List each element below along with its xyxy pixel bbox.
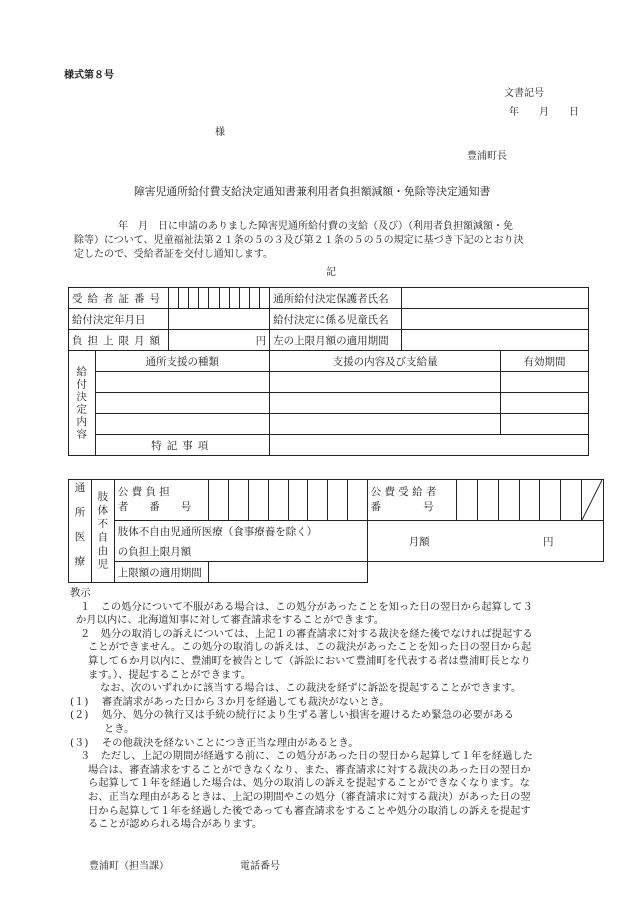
form-number: 様式第８号 — [64, 70, 114, 81]
document-number-label: 文書記号 — [504, 88, 544, 99]
intro-line-3: 定したので、受給者証を交付し通知します。 — [74, 249, 273, 260]
recipient-digit-cell[interactable] — [561, 480, 582, 521]
recipient-digit-cell[interactable] — [540, 480, 561, 521]
note-2-line-c: 算して６か月以内に、豊浦町を被告として（訴訟において豊浦町を代表する者は豊浦町長となり — [88, 654, 531, 667]
sub-item-1: (１) 審査請求があった日から３か月を経過しても裁決がないとき。 — [70, 695, 390, 708]
payer-digit-cell[interactable] — [328, 480, 348, 521]
issue-date: 年 月 日 — [509, 107, 579, 118]
sub-item-2-line-a: (２) 処分、処分の執行又は手続の続行により生ずる著しい損害を避けるため緊急の必要がある — [70, 709, 514, 722]
guardian-name-field[interactable] — [401, 288, 588, 309]
service-type-cell[interactable] — [95, 393, 270, 414]
payer-number-label — [114, 480, 209, 521]
id-digit-cell[interactable] — [249, 288, 259, 309]
recipient-digit-cell[interactable] — [519, 480, 540, 521]
limit-monthly-yen: 円 — [169, 330, 270, 351]
period-field[interactable] — [209, 562, 367, 583]
decision-date-label: 給付決定年月日 — [69, 309, 169, 330]
note-2-line-a: ２ 処分の取消しの訴えについては、上記１の審査請求に対する裁決を経た後でなければ提起する — [80, 627, 533, 640]
service-type-cell[interactable] — [95, 372, 270, 393]
recipient-label-line-2: 番 号 — [370, 501, 434, 513]
instructions — [70, 587, 590, 832]
id-digit-cell[interactable] — [179, 288, 189, 309]
recipient-number-label — [367, 480, 457, 521]
note-3-line-a: ３ ただし、上記の期間が経過する前に、この処分があった日の翌日から起算して１年を経過した — [80, 750, 533, 763]
blank-area — [367, 562, 603, 583]
child-name-field[interactable] — [401, 309, 588, 330]
diagonal-slash-cell — [581, 480, 603, 521]
note-3-line-f: ることが認められる場合があります。 — [88, 818, 263, 831]
note-1-line-a: １ この処分について不服がある場合は、この処分があったことを知った日の翌日から起算して３ — [80, 600, 533, 613]
note-1-line-b: か月以内に、北海道知事に対して審査請求をすることができます。 — [76, 614, 385, 627]
col-service-content: 支援の内容及び支給量 — [270, 351, 501, 372]
sender-name: 豊浦町長 — [467, 151, 507, 162]
ki-label: 記 — [326, 267, 336, 278]
id-digit-cell[interactable] — [189, 288, 199, 309]
recipient-digit-cell[interactable] — [457, 480, 478, 521]
note-2-line-b: ことができません。この処分の取消しの訴えは、この裁決があったことを知った日の翌日から起 — [88, 641, 532, 654]
decision-content-label: 給付決定内容 — [75, 365, 88, 441]
limit-period-label: 左の上限月額の適用期間 — [270, 330, 402, 351]
medical-table — [68, 479, 604, 583]
special-notes-label: 特記事項 — [95, 435, 270, 456]
payer-digit-cell[interactable] — [229, 480, 249, 521]
monthly-yen: 円 — [542, 535, 554, 548]
intro-line-2: 除等）について、児童福祉法第２１条の５の３及び第２１条の５の５の規定に基づき下記のとおり決 — [74, 235, 524, 246]
payer-label-line-1: 公 費 負 担 — [117, 486, 170, 498]
payer-digit-cell[interactable] — [308, 480, 328, 521]
note-3-line-d: お、正当な理由があるときは、上記の期間やこの処分（審査請求に対する裁決）があった日の翌 — [88, 790, 531, 803]
guardian-name-label: 通所給付決定保護者氏名 — [270, 288, 402, 309]
note-3-line-c: ら起算して１年を経過した場合は、処分の取消しの訴えを提起することができなくなります。な — [88, 777, 530, 790]
department-label: 豊浦町（担当課） — [89, 861, 169, 872]
id-digit-cell[interactable] — [239, 288, 249, 309]
valid-period-cell[interactable] — [501, 372, 589, 393]
recipient-digit-cell[interactable] — [498, 480, 519, 521]
col-valid-period: 有効期間 — [501, 351, 589, 372]
decision-date-field[interactable] — [169, 309, 270, 330]
payer-digit-cell[interactable] — [209, 480, 229, 521]
id-digit-cell[interactable] — [199, 288, 209, 309]
id-digit-cell[interactable] — [209, 288, 219, 309]
sub-item-3: (３) その他裁決を経ないことにつき正当な理由があるとき。 — [70, 736, 359, 749]
intro-line-1: 年 月 日に申請のありました障害児通所給付費の支給（及び）（利用者負担額減額・免 — [118, 221, 513, 232]
recipient-suffix: 様 — [215, 127, 225, 138]
id-digit-cell[interactable] — [219, 288, 229, 309]
sub-item-2-line-b: とき。 — [104, 722, 135, 735]
left-label-a: 通所医療 — [73, 482, 86, 580]
id-digit-cell[interactable] — [169, 288, 179, 309]
valid-period-cell[interactable] — [501, 414, 589, 435]
period-label: 上限額の適用期間 — [114, 562, 209, 583]
note-2-line-d: ます。）、提起することができます。 — [88, 668, 252, 681]
col-service-type: 通所支援の種類 — [95, 351, 270, 372]
recipient-label-line-1: 公 費 受 給 者 — [370, 486, 437, 498]
payer-digit-cell[interactable] — [268, 480, 288, 521]
notes-heading: 教示 — [70, 587, 91, 599]
recipient-digit-cell[interactable] — [477, 480, 498, 521]
limit-period-field[interactable] — [401, 330, 588, 351]
payer-digit-cell[interactable] — [288, 480, 308, 521]
service-type-cell[interactable] — [95, 414, 270, 435]
limit-monthly-label: 負担上限月額 — [69, 330, 169, 351]
document-title: 障害児通所給付費支給決定通知書兼利用者負担額減額・免除等決定通知書 — [134, 185, 491, 198]
decision-table — [68, 287, 589, 456]
phone-label: 電話番号 — [240, 861, 280, 872]
payer-digit-cell[interactable] — [347, 480, 367, 521]
slash-mark — [582, 480, 602, 520]
payer-digit-cell[interactable] — [249, 480, 269, 521]
special-notes-field[interactable] — [270, 435, 589, 456]
child-name-label: 給付決定に係る児童氏名 — [270, 309, 402, 330]
payer-label-line-2: 者 番 号 — [117, 501, 192, 513]
id-digit-cell[interactable] — [259, 288, 269, 309]
note-3-line-e: 日から起算して１年を経過した後であっても審査請求をすることや処分の取消しの訴えを提起す — [88, 804, 531, 817]
service-content-cell[interactable] — [270, 372, 501, 393]
medical-desc-line-1: 肢体不自由児通所医療（食事療養を除く） — [114, 521, 367, 542]
medical-desc-line-2: の負担上限月額 — [114, 541, 367, 562]
service-content-cell[interactable] — [270, 393, 501, 414]
note-2-line-e: なお、次のいずれかに該当する場合は、この裁決を経ずに訴訟を提起することができます。 — [100, 682, 522, 695]
note-3-line-b: 場合は、審査請求をすることができなくなり、また、審査請求に対する裁決のあった日の翌日か — [88, 763, 531, 776]
valid-period-cell[interactable] — [501, 393, 589, 414]
recipient-id-label: 受給者証番号 — [69, 288, 169, 309]
service-content-cell[interactable] — [270, 414, 501, 435]
monthly-label: 月額 — [408, 535, 430, 548]
left-label-b: 肢体不自由児 — [96, 490, 109, 572]
id-digit-cell[interactable] — [229, 288, 239, 309]
